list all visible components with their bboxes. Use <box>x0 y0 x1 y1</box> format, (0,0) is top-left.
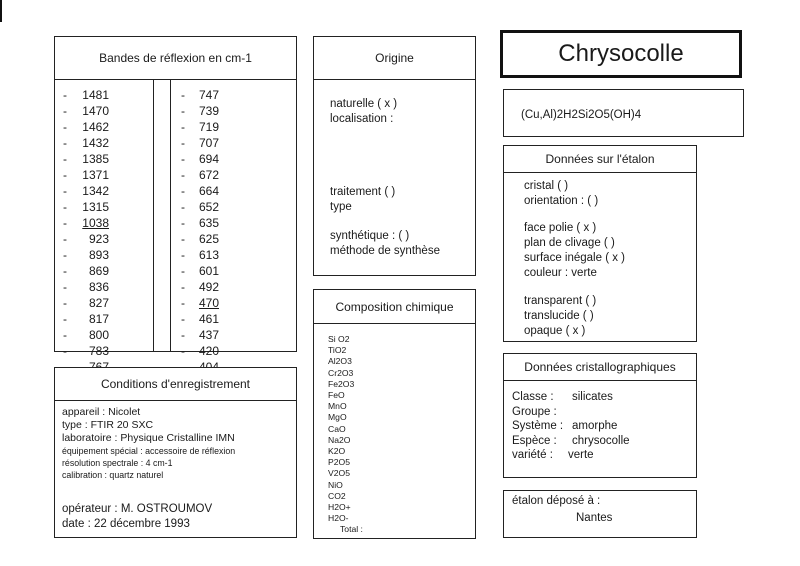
band-dash: - <box>181 200 185 214</box>
band-value: 437 <box>198 328 219 342</box>
conditions-group-2 <box>62 502 212 532</box>
band-value: 1481 <box>82 88 109 102</box>
etalon-couleur: couleur : verte <box>524 267 597 279</box>
band-row <box>63 343 113 359</box>
conditions-group-1 <box>62 406 235 481</box>
cond-laboratoire: laboratoire : Physique Cristalline IMN <box>62 432 235 444</box>
band-row <box>63 151 113 167</box>
cristallo-label: Groupe : <box>512 405 557 418</box>
composition-item: MnO <box>328 401 347 412</box>
composition-item: Al2O3 <box>328 356 352 367</box>
composition-item: V2O5 <box>328 468 350 479</box>
band-row <box>63 295 113 311</box>
cristallo-value: amorphe <box>572 420 618 432</box>
band-dash: - <box>63 328 67 342</box>
band-row <box>63 231 113 247</box>
scan-edge-mark <box>0 0 2 22</box>
origine-traitement: traitement ( ) <box>330 186 396 198</box>
mineral-formula: (Cu,Al)2H2Si2O5(OH)4 <box>521 109 642 121</box>
band-row <box>63 279 113 295</box>
band-row <box>63 311 113 327</box>
origine-group-1 <box>330 97 397 127</box>
origine-localisation: localisation : <box>330 113 394 125</box>
cond-calibration: calibration : quartz naturel <box>62 470 164 480</box>
band-dash: - <box>181 328 185 342</box>
band-value: 694 <box>198 152 219 166</box>
band-value: 1432 <box>82 136 109 150</box>
etalon-plan-clivage: plan de clivage ( ) <box>524 237 615 249</box>
band-value: 492 <box>198 280 219 294</box>
band-row <box>63 199 113 215</box>
band-value: 664 <box>198 184 219 198</box>
conditions-title: Conditions d'enregistrement <box>55 368 296 401</box>
cristallo-row <box>512 448 692 463</box>
band-value: 747 <box>198 88 219 102</box>
band-dash: - <box>181 216 185 230</box>
cond-equipement: équipement spécial : accessoire de réflexion <box>62 446 236 456</box>
band-dash: - <box>63 296 67 310</box>
band-value: 470 <box>198 296 219 310</box>
band-row <box>181 199 221 215</box>
origine-type: type <box>330 201 352 213</box>
formula-box <box>503 89 744 137</box>
band-value: 625 <box>198 232 219 246</box>
band-value: 783 <box>88 344 109 358</box>
composition-item: Si O2 <box>328 334 350 344</box>
composition-item: Cr2O3 <box>328 367 354 378</box>
band-row <box>181 279 221 295</box>
band-row <box>63 215 113 231</box>
cristallo-row <box>512 419 692 434</box>
band-dash: - <box>63 184 67 198</box>
composition-item: H2O+ <box>328 502 351 513</box>
band-dash: - <box>181 152 185 166</box>
band-dash: - <box>181 312 185 326</box>
band-dash: - <box>181 264 185 278</box>
band-row <box>181 151 221 167</box>
etalon-group-3 <box>524 294 596 339</box>
band-row <box>181 183 221 199</box>
band-row <box>181 135 221 151</box>
band-value: 461 <box>198 312 219 326</box>
band-dash: - <box>63 200 67 214</box>
band-value: 635 <box>198 216 219 230</box>
depot-place: Nantes <box>576 512 613 524</box>
band-dash: - <box>181 136 185 150</box>
origine-group-2 <box>330 185 395 215</box>
band-dash: - <box>181 248 185 262</box>
depot-panel <box>503 490 697 538</box>
etalon-face-polie: face polie ( x ) <box>524 222 597 234</box>
bands-divider-b <box>170 79 171 351</box>
cristallo-row <box>512 434 692 449</box>
etalon-orientation: orientation : ( ) <box>524 195 599 207</box>
etalon-translucide: translucide ( ) <box>524 310 594 322</box>
band-row <box>63 103 113 119</box>
band-value: 719 <box>198 120 219 134</box>
band-dash: - <box>181 88 185 102</box>
composition-item: Fe2O3 <box>328 378 355 389</box>
band-row <box>181 231 221 247</box>
cristallo-title: Données cristallographiques <box>504 354 696 381</box>
band-row <box>63 327 113 343</box>
composition-item: CO2 <box>328 490 346 501</box>
composition-list <box>328 334 363 536</box>
band-value: 601 <box>198 264 219 278</box>
band-dash: - <box>63 264 67 278</box>
cristallo-row <box>512 405 692 420</box>
etalon-title: Données sur l'étalon <box>504 146 696 173</box>
composition-item: K2O <box>328 446 346 457</box>
band-value: 869 <box>88 264 109 278</box>
band-dash: - <box>63 152 67 166</box>
band-dash: - <box>181 184 185 198</box>
composition-item: CaO <box>328 423 346 434</box>
origine-synthetique: synthétique : ( ) <box>330 230 410 242</box>
band-dash: - <box>63 136 67 150</box>
band-dash: - <box>63 344 67 358</box>
band-dash: - <box>63 104 67 118</box>
band-dash: - <box>63 248 67 262</box>
band-dash: - <box>63 280 67 294</box>
cristallo-panel <box>503 353 697 478</box>
band-value: 923 <box>88 232 109 246</box>
origine-methode: méthode de synthèse <box>330 245 440 257</box>
cristallo-label: Espèce : <box>512 434 557 447</box>
cristallo-row <box>512 390 692 405</box>
cristallo-value: silicates <box>572 391 613 403</box>
mineral-name-box <box>500 30 742 78</box>
etalon-group-1 <box>524 179 598 209</box>
band-value: 1038 <box>82 216 109 230</box>
band-row <box>181 343 221 359</box>
band-dash: - <box>63 232 67 246</box>
origine-panel <box>313 36 476 276</box>
band-row <box>181 327 221 343</box>
band-row <box>181 119 221 135</box>
band-value: 827 <box>88 296 109 310</box>
composition-item: FeO <box>328 390 345 401</box>
band-row <box>181 263 221 279</box>
band-value: 613 <box>198 248 219 262</box>
band-dash: - <box>181 280 185 294</box>
band-value: 1371 <box>82 168 109 182</box>
bands-panel <box>54 36 297 358</box>
origine-title: Origine <box>314 37 475 80</box>
band-value: 672 <box>198 168 219 182</box>
band-row <box>181 103 221 119</box>
cond-date: date : 22 décembre 1993 <box>62 518 190 530</box>
band-row <box>63 167 113 183</box>
depot-label: étalon déposé à : <box>512 495 601 507</box>
band-row <box>63 119 113 135</box>
composition-item: H2O- <box>328 513 349 524</box>
band-value: 739 <box>198 104 219 118</box>
band-dash: - <box>181 168 185 182</box>
etalon-opaque: opaque ( x ) <box>524 325 586 337</box>
band-value: 1342 <box>82 184 109 198</box>
band-value: 836 <box>88 280 109 294</box>
band-value: 707 <box>198 136 219 150</box>
band-value: 1385 <box>82 152 109 166</box>
bands-column-1 <box>63 87 113 375</box>
band-row <box>181 247 221 263</box>
band-dash: - <box>63 88 67 102</box>
etalon-cristal: cristal ( ) <box>524 180 569 192</box>
bands-column-2 <box>181 87 221 375</box>
band-dash: - <box>181 120 185 134</box>
band-dash: - <box>181 232 185 246</box>
band-value: 800 <box>88 328 109 342</box>
band-dash: - <box>63 312 67 326</box>
etalon-transparent: transparent ( ) <box>524 295 597 307</box>
band-row <box>63 87 113 103</box>
band-row <box>63 263 113 279</box>
origine-naturelle: naturelle ( x ) <box>330 98 398 110</box>
band-row <box>63 247 113 263</box>
band-row <box>181 311 221 327</box>
band-row <box>181 167 221 183</box>
band-row <box>63 183 113 199</box>
cond-type: type : FTIR 20 SXC <box>62 419 154 431</box>
band-value: 1315 <box>82 200 109 214</box>
band-value: 893 <box>88 248 109 262</box>
band-value: 817 <box>88 312 109 326</box>
band-value: 652 <box>198 200 219 214</box>
band-value: 1462 <box>82 120 109 134</box>
band-dash: - <box>181 104 185 118</box>
etalon-surface: surface inégale ( x ) <box>524 252 625 264</box>
composition-panel <box>313 289 476 539</box>
bands-divider-a <box>153 79 154 351</box>
band-value: 1470 <box>82 104 109 118</box>
bands-title: Bandes de réflexion en cm-1 <box>55 37 296 80</box>
cristallo-value: verte <box>568 449 594 461</box>
band-dash: - <box>181 296 185 310</box>
cond-appareil: appareil : Nicolet <box>62 406 141 418</box>
composition-item: Na2O <box>328 434 351 445</box>
cristallo-value: chrysocolle <box>572 434 630 447</box>
origine-group-3 <box>330 229 440 259</box>
composition-title: Composition chimique <box>314 290 475 324</box>
band-row <box>181 215 221 231</box>
composition-item: MgO <box>328 412 347 423</box>
band-dash: - <box>63 168 67 182</box>
band-value: 420 <box>198 344 219 358</box>
cond-operateur: opérateur : M. OSTROUMOV <box>62 503 213 515</box>
conditions-panel <box>54 367 297 538</box>
band-dash: - <box>63 120 67 134</box>
cond-resolution: résolution spectrale : 4 cm-1 <box>62 458 173 468</box>
etalon-panel <box>503 145 697 342</box>
mineral-name: Chrysocolle <box>558 40 684 67</box>
composition-item: P2O5 <box>328 457 350 468</box>
cristallo-label: variété : <box>512 449 553 461</box>
composition-item: Total : <box>340 524 363 535</box>
composition-item: TiO2 <box>328 345 347 356</box>
band-dash: - <box>181 344 185 358</box>
band-row <box>181 87 221 103</box>
band-dash: - <box>63 216 67 230</box>
band-row <box>63 135 113 151</box>
band-row <box>181 295 221 311</box>
cristallo-label: Classe : <box>512 391 554 403</box>
composition-item: NiO <box>328 479 343 490</box>
cristallo-rows <box>512 390 692 463</box>
etalon-group-2 <box>524 221 625 281</box>
cristallo-label: Système : <box>512 420 564 432</box>
